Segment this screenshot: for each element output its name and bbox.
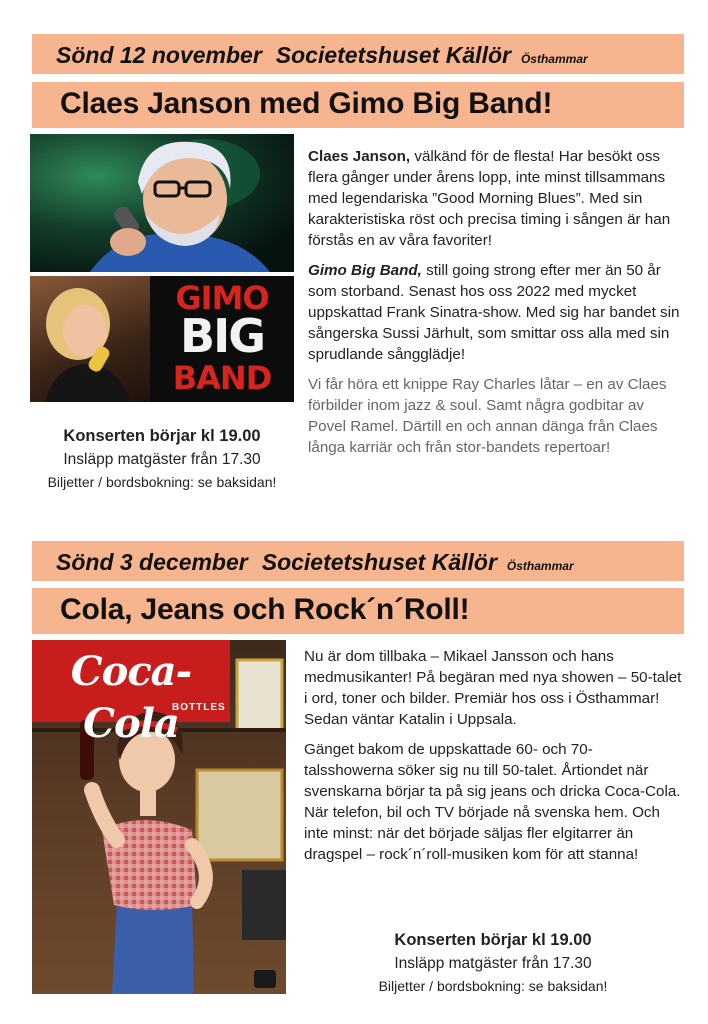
event1-tickets: Biljetter / bordsbokning: se baksidan! [47, 474, 277, 490]
event1-town: Östhammar [520, 52, 588, 66]
event1-title: Claes Janson med Gimo Big Band! [60, 87, 553, 120]
event1-date-band [32, 34, 684, 74]
singer-illustration [30, 134, 294, 272]
sussi-jarhult-photo [30, 276, 150, 402]
event2-title: Cola, Jeans och Rock´n´Roll! [60, 593, 470, 626]
event1-description [308, 146, 680, 467]
event2-tickets: Biljetter / bordsbokning: se baksidan! [378, 978, 608, 994]
event1-concert-start: Konserten börjar kl 19.00 [63, 427, 261, 445]
event1-paragraph-2: Gimo Big Band, still going strong efter mer än 50 år som storband. Senast hos oss 2022 med mycket uppskattad Frank Sinatra-show. Med sig har bandet sin sångerska Sussi Järhult, som smittar oss alla med sin sprudlande sångglädje! [308, 262, 680, 363]
gimo-big-band-logo [150, 276, 294, 402]
event1-dinner-time: Insläpp matgäster från 17.30 [63, 451, 261, 468]
singer-woman-illustration [30, 276, 150, 402]
event1-paragraph-1: Claes Janson, välkänd för de flesta! Har besökt oss flera gånger under årens lopp, inte minst tillsammans med legendariska ”Good Morning Blues”. Med sin karakteristiska röst och precisa timing i sången är han förstås en av våra favoriter! [308, 148, 671, 249]
logo-big: BIG [180, 309, 264, 363]
event2-paragraph-2: Gänget bakom de uppskattade 60- och 70-talsshowerna söker sig nu till 50-talet. Årtiondet när svenskarna börjar ta på sig jeans och dricka Coca-Cola. När telefon, bil och TV började nå svenska hem. Och inte minst: när det började säljas fler elgitarrer än dragspel – rock´n´roll-musiken kom för att stanna! [304, 741, 681, 863]
event2-town: Östhammar [506, 559, 574, 573]
event2-date-line [56, 549, 574, 576]
event2-title-band [32, 588, 684, 634]
event2-venue: Societetshuset Källör [261, 549, 497, 575]
event2-paragraph-1: Nu är dom tillbaka – Mikael Jansson och hans medmusikanter! På begäran med nya showen – 50-talet i ord, toner och bilder. Premiär hos oss i Östhammar! Sedan väntar Katalin i Uppsala. [304, 648, 682, 728]
event1-venue: Societetshuset Källör [275, 42, 511, 68]
event1-paragraph-3: Vi får höra ett knippe Ray Charles låtar – en av Claes förbilder inom jazz & soul. Samt några godbitar av Povel Ramel. Därtill en och annan dänga från Claes långa karriär och från stor-bandets repertoar! [308, 376, 667, 456]
logo-band: BAND [172, 359, 272, 397]
claes-janson-photo [30, 134, 294, 272]
logo-gimo: GIMO [175, 279, 269, 317]
event2-date: Sönd 3 december [56, 549, 248, 575]
event1-title-band [32, 82, 684, 128]
event2-date-band [32, 541, 684, 581]
coca-cola-sign-subtext: BOTTLES [172, 702, 226, 713]
event1-concert-info [30, 424, 294, 493]
event1-date: Sönd 12 november [56, 42, 262, 68]
event1-date-line [56, 42, 588, 69]
event2-dinner-time: Insläpp matgäster från 17.30 [394, 955, 592, 972]
event2-concert-info [320, 928, 666, 997]
coca-cola-sign-text: Coca-Cola [70, 648, 192, 747]
event2-description [304, 646, 682, 874]
cola-pinup-photo [32, 640, 286, 994]
event2-concert-start: Konserten börjar kl 19.00 [394, 931, 592, 949]
